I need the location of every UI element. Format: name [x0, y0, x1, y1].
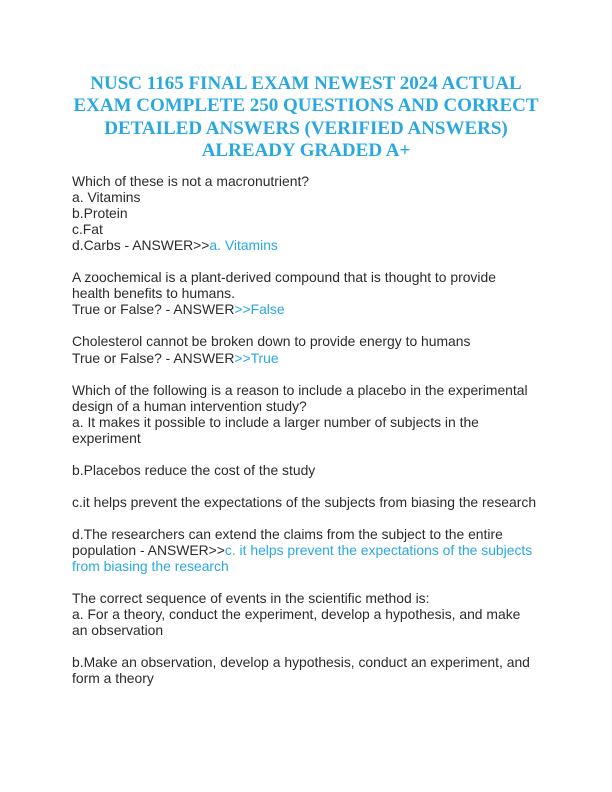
option-c: c.Fat	[72, 221, 103, 238]
option-d: d.Carbs - ANSWER>>	[72, 237, 210, 254]
question-block-5	[72, 590, 552, 686]
spacer	[72, 253, 552, 269]
option-c: c.it helps prevent the expectations of the subjects from biasing the research	[72, 493, 537, 510]
true-false-prompt: True or False? - ANSWER	[72, 349, 235, 366]
question-block-3	[72, 333, 552, 365]
option-a-line-2: experiment	[72, 429, 141, 446]
option-a-line-1: a. It makes it possible to include a larger number of subjects in the	[72, 413, 479, 430]
spacer	[72, 317, 552, 333]
true-false-line	[72, 350, 552, 366]
spacer	[72, 478, 552, 494]
title-line-1: NUSC 1165 FINAL EXAM NEWEST 2024 ACTUAL	[90, 73, 522, 94]
title-line-2: EXAM COMPLETE 250 QUESTIONS AND CORRECT	[73, 95, 539, 117]
option-b: b.Protein	[72, 205, 128, 222]
title-line-3: DETAILED ANSWERS (VERIFIED ANSWERS)	[104, 117, 508, 139]
document-title	[60, 73, 552, 162]
option-b: b.Placebos reduce the cost of the study	[72, 461, 316, 478]
spacer	[72, 638, 552, 654]
option-d-line-2	[72, 542, 552, 558]
option-a-line-1: a. For a theory, conduct the experiment, develop a hypothesis, and make	[72, 606, 521, 623]
question-prompt: The correct sequence of events in the scientific method is:	[72, 590, 430, 607]
option-a: a. Vitamins	[72, 189, 141, 206]
question-prompt-line-2: health benefits to humans.	[72, 285, 235, 302]
spacer	[72, 574, 552, 590]
question-prompt-line-1: Which of the following is a reason to include a placebo in the experimental	[72, 381, 528, 398]
true-false-line	[72, 301, 552, 317]
question-block-1	[72, 173, 552, 253]
question-prompt: Which of these is not a macronutrient?	[72, 173, 310, 189]
document-body	[72, 173, 552, 687]
option-d: population - ANSWER>>	[72, 542, 225, 559]
true-false-prompt: True or False? - ANSWER	[72, 301, 235, 318]
answer-text: >>True	[234, 349, 279, 366]
question-prompt-line-2: design of a human intervention study?	[72, 397, 307, 414]
answer-text: a. Vitamins	[209, 237, 278, 254]
option-d-line-1: d.The researchers can extend the claims from the subject to the entire	[72, 526, 503, 543]
spacer	[72, 510, 552, 526]
option-d-line	[72, 237, 552, 253]
option-b-line-1: b.Make an observation, develop a hypothesis, conduct an experiment, and	[72, 654, 530, 671]
answer-text-continued: from biasing the research	[72, 558, 229, 575]
question-prompt-line-1: A zoochemical is a plant-derived compound that is thought to provide	[72, 269, 496, 286]
title-line-4: ALREADY GRADED A+	[201, 139, 411, 161]
option-b-line-2: form a theory	[72, 670, 154, 687]
spacer	[72, 446, 552, 462]
answer-text: >>False	[234, 301, 285, 318]
question-prompt: Cholesterol cannot be broken down to provide energy to humans	[72, 333, 471, 350]
option-a-line-2: an observation	[72, 622, 164, 639]
question-block-4	[72, 382, 552, 575]
question-block-2	[72, 269, 552, 317]
answer-text: c. it helps prevent the expectations of the subjects	[224, 542, 533, 559]
spacer	[72, 366, 552, 382]
